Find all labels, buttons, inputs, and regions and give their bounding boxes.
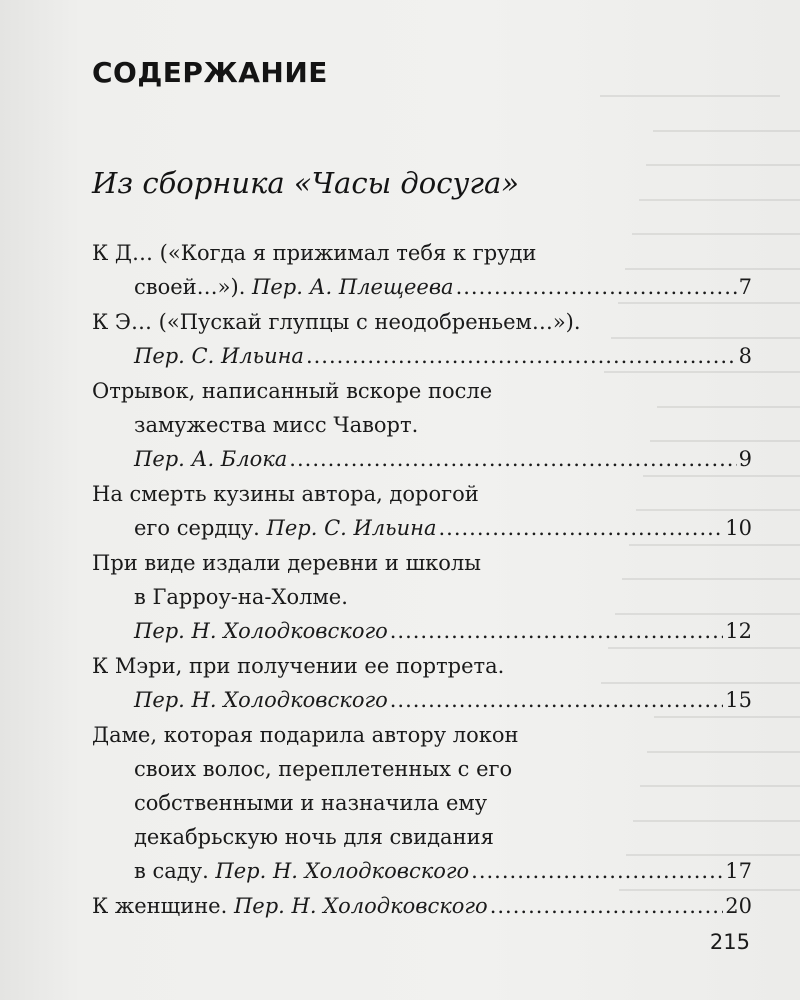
toc-entry: [92, 236, 752, 304]
toc-entry-title-line: своих волос, переплетенных с его: [134, 757, 513, 781]
contents-heading: СОДЕРЖАНИЕ: [92, 56, 328, 89]
leader-dots: [289, 442, 736, 476]
toc-entry-page-line: [92, 442, 752, 476]
toc-entry-text: [92, 889, 488, 923]
toc-entry-page-line: [92, 270, 752, 304]
toc-entry-title-line: К Э… («Пускай глупцы с неодобреньем…»).: [92, 310, 581, 334]
toc-page-number: 9: [738, 447, 752, 471]
bleed-through-line: [646, 164, 800, 166]
toc-page-number: 20: [725, 894, 752, 918]
leader-dots: [390, 683, 724, 717]
toc-entry-title-line: Отрывок, написанный вскоре после: [92, 379, 493, 403]
toc-entry-text: [134, 270, 454, 304]
leader-dots: [471, 854, 723, 888]
leader-dots: [490, 889, 724, 923]
toc-entry-title-line: К Мэри, при получении ее портрета.: [92, 654, 505, 678]
toc-entry-page-line: [92, 854, 752, 888]
toc-entry-text: [134, 614, 388, 648]
toc-entry-title-line: Даме, которая подарила автору локон: [92, 723, 519, 747]
toc-entry: [92, 889, 752, 923]
toc-page-number: 7: [738, 275, 752, 299]
toc-entry-title-line: При виде издали деревни и школы: [92, 551, 481, 575]
toc-entry-title-line: К Д… («Когда я прижимал тебя к груди: [92, 241, 537, 265]
toc-page-number: 17: [725, 859, 752, 883]
toc-page-number: 10: [725, 516, 752, 540]
leader-dots: [306, 339, 737, 373]
translator-name: Пер. А. Плещеева: [252, 275, 454, 299]
toc-entry-page-line: [92, 339, 752, 373]
toc-entry: [92, 546, 752, 648]
translator-name: Пер. С. Ильина: [134, 344, 304, 368]
toc-entry-title-line: замужества мисс Чаворт.: [134, 413, 419, 437]
toc-entry-title-end: его сердцу.: [134, 516, 267, 540]
toc-entry-title-line: собственными и назначила ему: [134, 791, 488, 815]
leader-dots: [390, 614, 724, 648]
translator-name: Пер. Н. Холодковского: [233, 894, 488, 918]
toc-page-number: 8: [738, 344, 752, 368]
toc-entry: [92, 649, 752, 717]
toc-entry: [92, 477, 752, 545]
toc-entry-text: [134, 511, 436, 545]
toc-entry-title-end: в саду.: [134, 859, 216, 883]
toc-entry-text: [134, 854, 469, 888]
translator-name: Пер. А. Блока: [134, 447, 288, 471]
bleed-through-line: [600, 95, 780, 97]
toc-entry-title-end: К женщине.: [92, 894, 234, 918]
table-of-contents: [92, 236, 752, 924]
toc-page-number: 12: [725, 619, 752, 643]
toc-entry: [92, 305, 752, 373]
toc-entry: [92, 374, 752, 476]
toc-entry-page-line: [92, 683, 752, 717]
toc-entry-title-line: На смерть кузины автора, дорогой: [92, 482, 479, 506]
toc-entry-title-line: декабрьскую ночь для свидания: [134, 825, 494, 849]
translator-name: Пер. Н. Холодковского: [134, 619, 388, 643]
bleed-through-line: [639, 199, 800, 201]
toc-entry: [92, 718, 752, 888]
translator-name: Пер. Н. Холодковского: [134, 688, 388, 712]
toc-entry-text: [134, 339, 304, 373]
toc-entry-text: [134, 442, 287, 476]
toc-entry-text: [134, 683, 388, 717]
toc-entry-title-line: в Гарроу-на-Холме.: [134, 585, 348, 609]
leader-dots: [438, 511, 723, 545]
toc-entry-page-line: [92, 511, 752, 545]
page-number: 215: [709, 930, 750, 954]
bleed-through-line: [653, 130, 800, 132]
leader-dots: [456, 270, 737, 304]
toc-page-number: 15: [725, 688, 752, 712]
toc-entry-page-line: [92, 614, 752, 648]
translator-name: Пер. Н. Холодковского: [215, 859, 470, 883]
section-title: Из сборника «Часы досуга»: [92, 166, 520, 200]
translator-name: Пер. С. Ильина: [266, 516, 437, 540]
bleed-through-line: [632, 233, 800, 235]
toc-entry-page-line: [92, 889, 752, 923]
toc-entry-title-end: своей…»).: [134, 275, 253, 299]
